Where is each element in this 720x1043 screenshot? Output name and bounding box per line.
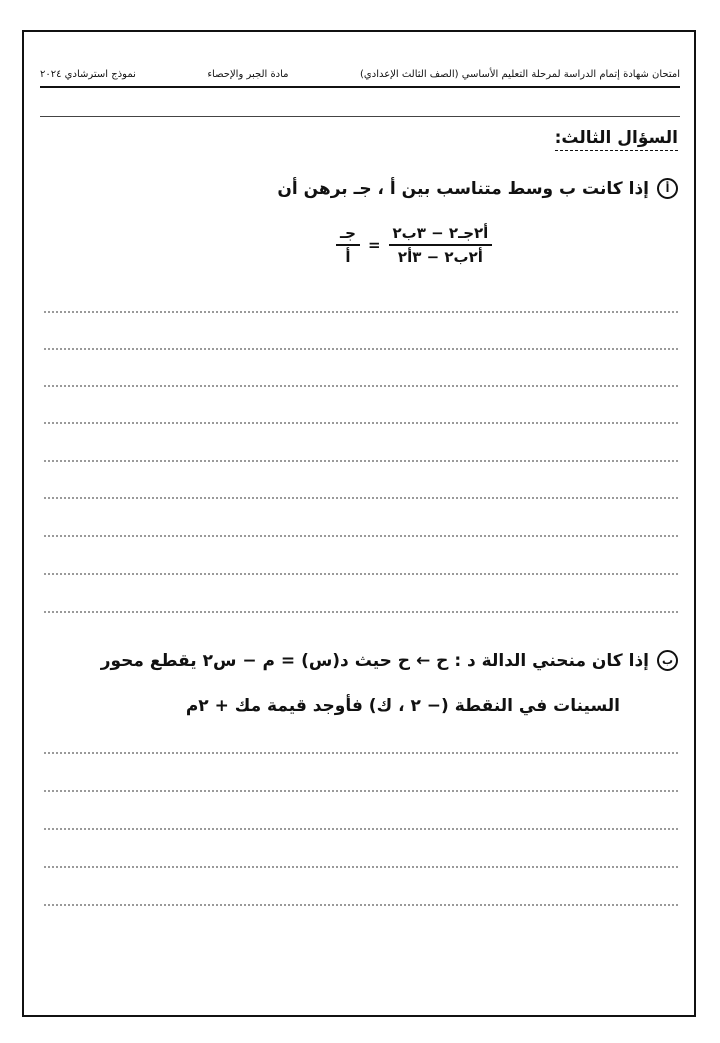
model-label: نموذج استرشادي ٢٠٢٤ <box>40 68 136 80</box>
subject-name: مادة الجبر والإحصاء <box>207 68 289 80</box>
answer-line <box>44 611 678 613</box>
question-a <box>277 178 678 199</box>
answer-line <box>44 348 678 350</box>
answer-line <box>44 497 678 499</box>
answer-line <box>44 573 678 575</box>
header-rule <box>40 86 680 88</box>
answer-line <box>44 535 678 537</box>
right-numerator: جـ <box>340 224 356 242</box>
equals-sign: = <box>367 236 381 254</box>
exam-header <box>40 64 680 84</box>
left-denominator: أ٢ب٢ − ٣أ٢ <box>397 248 483 266</box>
question-b-number: ب <box>657 650 678 671</box>
answer-line <box>44 311 678 313</box>
question-a-formula <box>336 224 492 266</box>
answer-line <box>44 828 678 830</box>
question-a-number: أ <box>657 178 678 199</box>
answer-line <box>44 385 678 387</box>
right-fraction <box>336 224 360 266</box>
question-a-text: إذا كانت ب وسط متناسب بين أ ، جـ برهن أن <box>277 178 649 199</box>
answer-line <box>44 460 678 462</box>
fraction-bar <box>389 244 493 246</box>
exam-title: امتحان شهادة إتمام الدراسة لمرحلة التعليم الأساسي (الصف الثالث الإعدادي) <box>360 68 680 80</box>
answer-line <box>44 790 678 792</box>
question-b <box>101 650 678 671</box>
header-rule-secondary <box>40 116 680 117</box>
right-denominator: أ <box>345 248 351 266</box>
answer-line <box>44 422 678 424</box>
question-b-line2: السينات في النقطة (− ٢ ، ك) فأوجد قيمة مك + ٢م <box>185 696 620 716</box>
question-b-line1: إذا كان منحني الدالة د : ح ← ح حيث د(س) = م − س٢ يقطع محور <box>100 650 649 671</box>
fraction-bar <box>336 244 360 246</box>
answer-line <box>44 904 678 906</box>
answer-line <box>44 866 678 868</box>
left-fraction <box>389 224 493 266</box>
left-numerator: أ٢جـ٢ − ٣ب٢ <box>392 224 489 242</box>
section-title: السؤال الثالث: <box>555 128 678 151</box>
answer-line <box>44 752 678 754</box>
